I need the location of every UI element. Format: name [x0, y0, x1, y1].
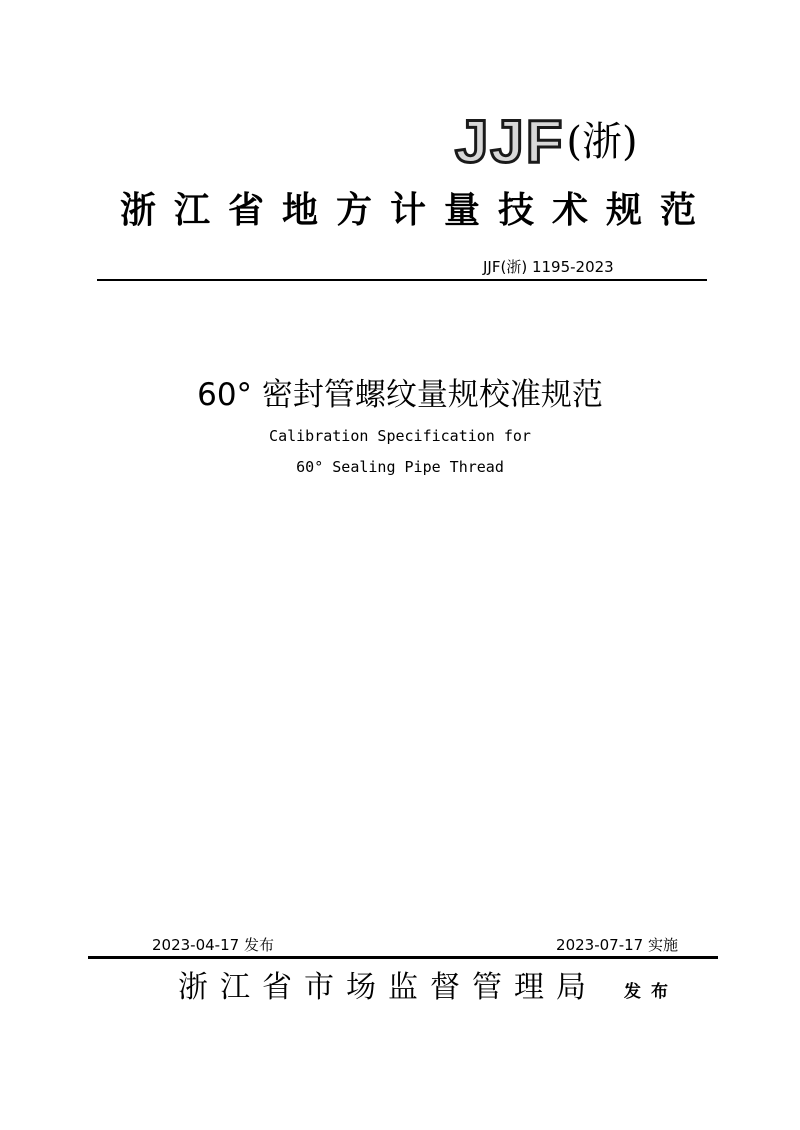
issuer-line [178, 968, 678, 1012]
bottom-divider [88, 956, 718, 959]
document-title-chinese: 60° 密封管螺纹量规校准规范 [197, 377, 603, 413]
issuer-name: 浙江省市场监督管理局 [178, 970, 598, 1005]
jjf-logo [455, 108, 638, 175]
document-number: JJF(浙) 1195-2023 [483, 258, 614, 276]
issuer-action: 发布 [624, 982, 678, 1002]
publish-date: 2023-04-17 发布 [152, 936, 274, 954]
document-title-english-line1: Calibration Specification for [269, 427, 531, 445]
logo-letters: JJF [455, 108, 565, 175]
series-title: 浙江省地方计量技术规范 [120, 189, 715, 231]
effective-date: 2023-07-17 实施 [556, 936, 678, 954]
logo-province-suffix: (浙) [566, 119, 638, 165]
document-title-english-line2: 60° Sealing Pipe Thread [296, 458, 504, 476]
top-divider [97, 279, 707, 281]
